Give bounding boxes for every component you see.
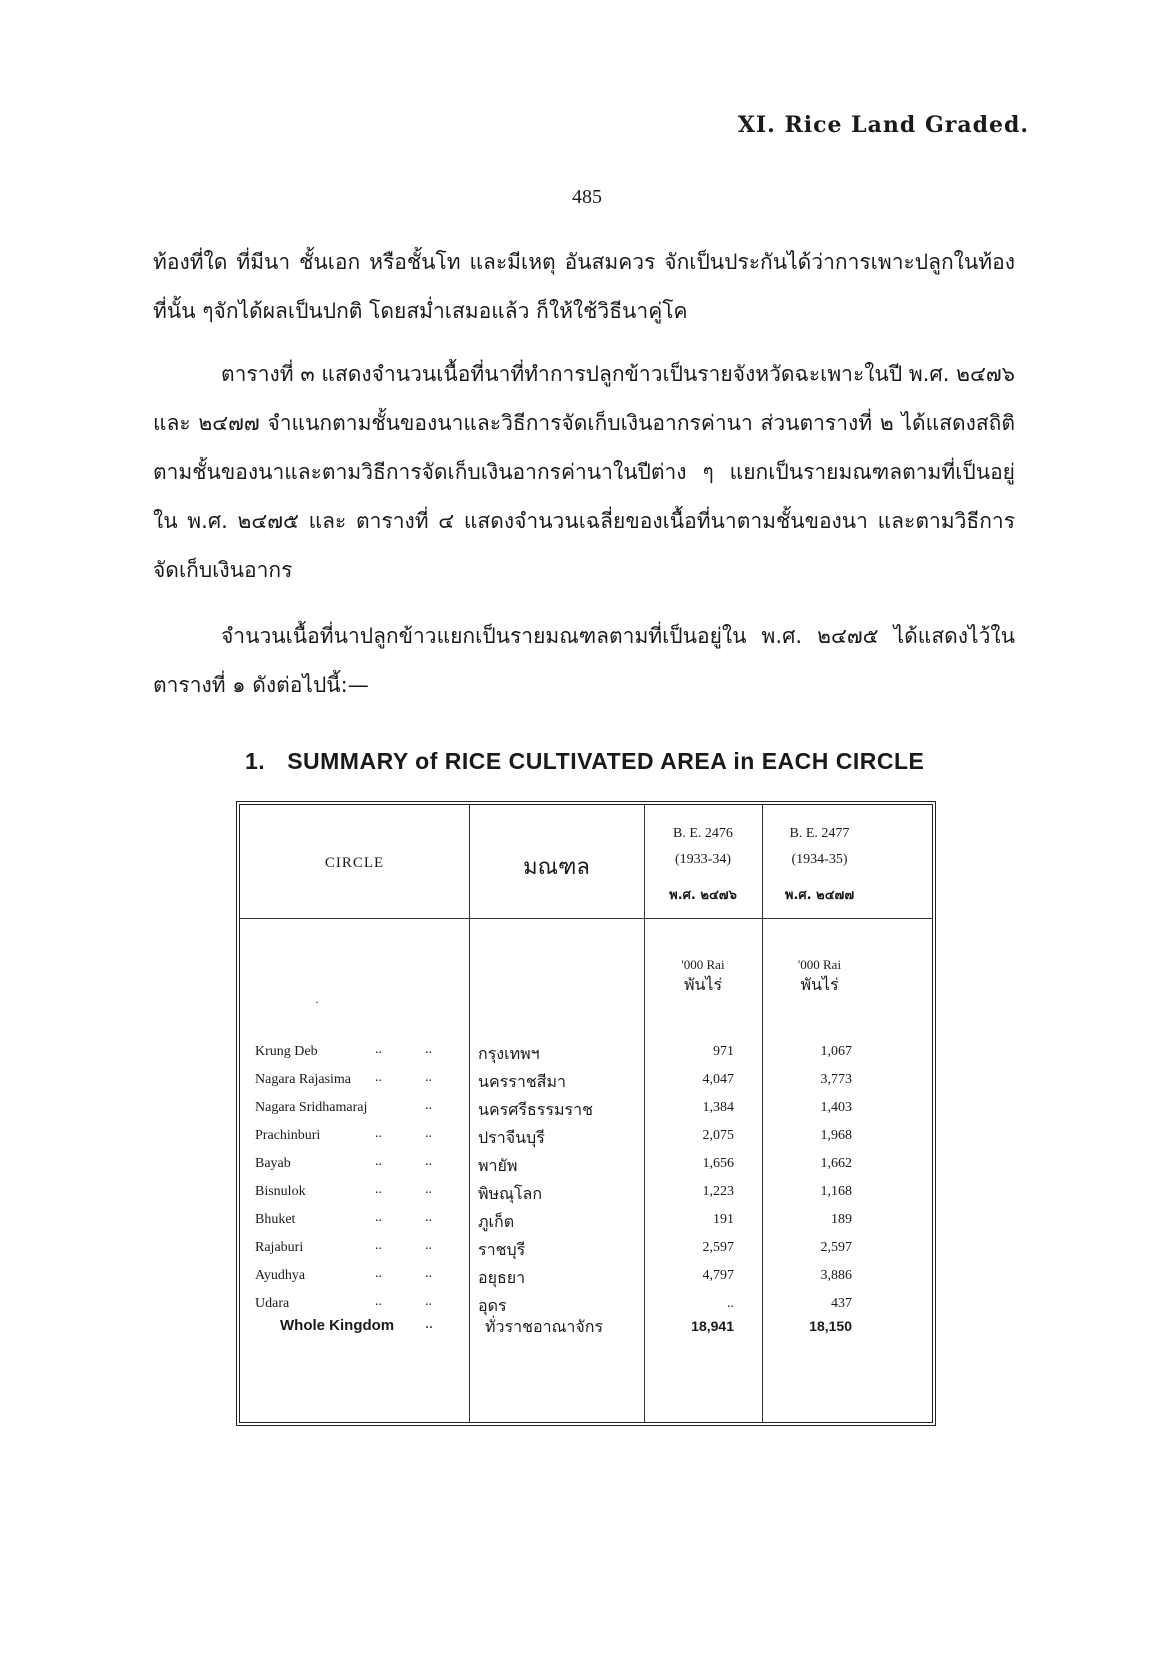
circle-name-en: Nagara Rajasima (255, 1072, 352, 1087)
circle-name-thai: อุดร (478, 1296, 507, 1315)
total-label-thai: ทั่วราชอาณาจักร (485, 1317, 604, 1336)
value-2476: 4,047 (702, 1072, 734, 1087)
total-row (240, 1315, 932, 1345)
year-ad: (1933-34) (675, 852, 731, 867)
circle-name-thai: พิษณุโลก (478, 1184, 543, 1203)
table-row (240, 1151, 932, 1179)
circle-name-en: Prachinburi (255, 1128, 321, 1143)
circle-name-thai: กรุงเทพฯ (478, 1044, 540, 1063)
value-2477: 1,968 (820, 1128, 852, 1143)
table-row (240, 1179, 932, 1207)
leader-dots: .. (375, 1238, 382, 1253)
leader-dots: .. (375, 1210, 382, 1225)
leader-dots: .. (375, 1154, 382, 1169)
unit-thai: พันไร่ (683, 975, 723, 994)
circle-name-en: Rajaburi (255, 1240, 304, 1255)
value-2477: 2,597 (820, 1240, 852, 1255)
leader-dots: .. (425, 1182, 432, 1197)
table-body (240, 1039, 932, 1319)
table-title (245, 748, 924, 775)
total-label: Whole Kingdom (280, 1317, 395, 1334)
circle-name-en: Ayudhya (255, 1268, 306, 1283)
value-2476: 971 (713, 1044, 734, 1059)
paragraph-2: ตารางที่ ๓ แสดงจำนวนเนื้อที่นาที่ทำการปลูกข้าวเป็นรายจังหวัดฉะเพาะในปี พ.ศ. ๒๔๗๖ และ ๒๔๗๗ จำแนกตามชั้นของนาและวิธีการจัดเก็บเงินอากรค่านา ส่วนตารางที่ ๒ ได้แสดงสถิติตามชั้นของนาและตามวิธีการจัดเก็บเงินอากรค่านาในปีต่าง ๆ แยกเป็นรายมณฑลตามที่เป็นอยู่ใน พ.ศ. ๒๔๗๕ และ ตารางที่ ๔ แสดงจำนวนเฉลี่ยของเนื้อที่นาตามชั้นของนา และตามวิธีการจัดเก็บเงินอากร (153, 362, 1015, 582)
year-be: B. E. 2477 (789, 826, 850, 841)
leader-dots: .. (425, 1070, 432, 1085)
unit-en: '000 Rai (797, 957, 842, 972)
column-header-2476 (644, 821, 762, 909)
value-2476: 1,223 (702, 1184, 734, 1199)
leader-dots: .. (425, 1238, 432, 1253)
value-2476: 191 (713, 1212, 734, 1227)
table-row (240, 1039, 932, 1067)
total-2477: 18,150 (809, 1318, 852, 1334)
table-row (240, 1095, 932, 1123)
value-2477: 1,403 (820, 1100, 852, 1115)
value-2477: 1,168 (820, 1184, 852, 1199)
leader-dots: .. (375, 1182, 382, 1197)
table-row (240, 1207, 932, 1235)
value-2477: 1,662 (820, 1156, 852, 1171)
value-2477: 3,886 (820, 1268, 852, 1283)
circle-name-thai: ราชบุรี (478, 1240, 526, 1259)
leader-dots: .. (425, 1210, 432, 1225)
circle-name-en: Nagara Sridhamaraj (255, 1100, 368, 1115)
value-2477: 3,773 (820, 1072, 852, 1087)
leader-dots: .. (375, 1042, 382, 1057)
value-2476: .. (727, 1296, 734, 1311)
table-row (240, 1235, 932, 1263)
leader-dots: .. (425, 1042, 432, 1057)
summary-table (236, 801, 936, 1426)
year-thai: พ.ศ. ๒๔๗๗ (784, 888, 855, 903)
unit-en: '000 Rai (681, 957, 725, 972)
value-2476: 2,075 (702, 1128, 734, 1143)
value-2477: 437 (831, 1296, 852, 1311)
table-title-text: SUMMARY of RICE CULTIVATED AREA in EACH CIRCLE (287, 748, 925, 774)
value-2476: 4,797 (702, 1268, 734, 1283)
leader-dots: .. (375, 1294, 382, 1309)
total-2476: 18,941 (691, 1318, 734, 1334)
circle-name-en: Bhuket (255, 1212, 296, 1227)
circle-name-en: Udara (255, 1296, 290, 1311)
page-number: 485 (572, 186, 602, 208)
paragraph-1: ท้องที่ใด ที่มีนา ชั้นเอก หรือชั้นโท และมีเหตุ อันสมควร จักเป็นประกันได้ว่าการเพาะปลูกในท้องที่นั้น ๆจักได้ผลเป็นปกติ โดยสม่ำเสมอแล้ว ก็ให้ใช้วิธีนาคู่โค (153, 250, 1015, 323)
leader-dots: .. (425, 1266, 432, 1281)
circle-name-thai: นครศรีธรรมราช (478, 1100, 593, 1119)
year-ad: (1934-35) (791, 852, 848, 867)
value-2477: 189 (831, 1212, 852, 1227)
leader-dots: .. (375, 1126, 382, 1141)
circle-name-en: Bisnulok (255, 1184, 306, 1199)
leader-dots: .. (425, 1315, 433, 1332)
circle-name-thai: ปราจีนบุรี (478, 1128, 545, 1147)
value-2476: 2,597 (702, 1240, 734, 1255)
year-thai: พ.ศ. ๒๔๗๖ (669, 888, 737, 903)
leader-dots: .. (375, 1266, 382, 1281)
circle-name-thai: อยุธยา (478, 1268, 526, 1287)
leader-dots: .. (425, 1294, 432, 1309)
table-row (240, 1067, 932, 1095)
unit-label-2476 (644, 955, 762, 995)
year-be: B. E. 2476 (673, 826, 733, 841)
circle-name-thai: พายัพ (478, 1156, 518, 1175)
header-divider (240, 918, 932, 919)
leader-dots: .. (425, 1098, 432, 1113)
value-2476: 1,384 (702, 1100, 734, 1115)
table-row (240, 1123, 932, 1151)
table-number: 1. (245, 748, 266, 774)
unit-dot: · (315, 995, 319, 1009)
column-header-2477 (762, 821, 877, 909)
section-header: XI. Rice Land Graded. (737, 112, 1029, 138)
unit-thai: พันไร่ (800, 975, 839, 994)
leader-dots: .. (375, 1070, 382, 1085)
leader-dots: .. (425, 1154, 432, 1169)
column-header-circle: CIRCLE (324, 855, 385, 871)
circle-name-thai: ภูเก็ต (478, 1212, 515, 1231)
unit-label-2477 (762, 955, 877, 995)
column-header-thai: มณฑล (523, 855, 590, 880)
paragraph-3: จำนวนเนื้อที่นาปลูกข้าวแยกเป็นรายมณฑลตามที่เป็นอยู่ใน พ.ศ. ๒๔๗๕ ได้แสดงไว้ในตารางที่ ๑ ดังต่อไปนี้:— (153, 624, 1015, 697)
value-2477: 1,067 (820, 1044, 852, 1059)
circle-name-thai: นครราชสีมา (478, 1072, 566, 1091)
circle-name-en: Krung Deb (255, 1044, 318, 1059)
leader-dots: .. (425, 1126, 432, 1141)
value-2476: 1,656 (702, 1156, 734, 1171)
circle-name-en: Bayab (255, 1156, 291, 1171)
table-row (240, 1263, 932, 1291)
